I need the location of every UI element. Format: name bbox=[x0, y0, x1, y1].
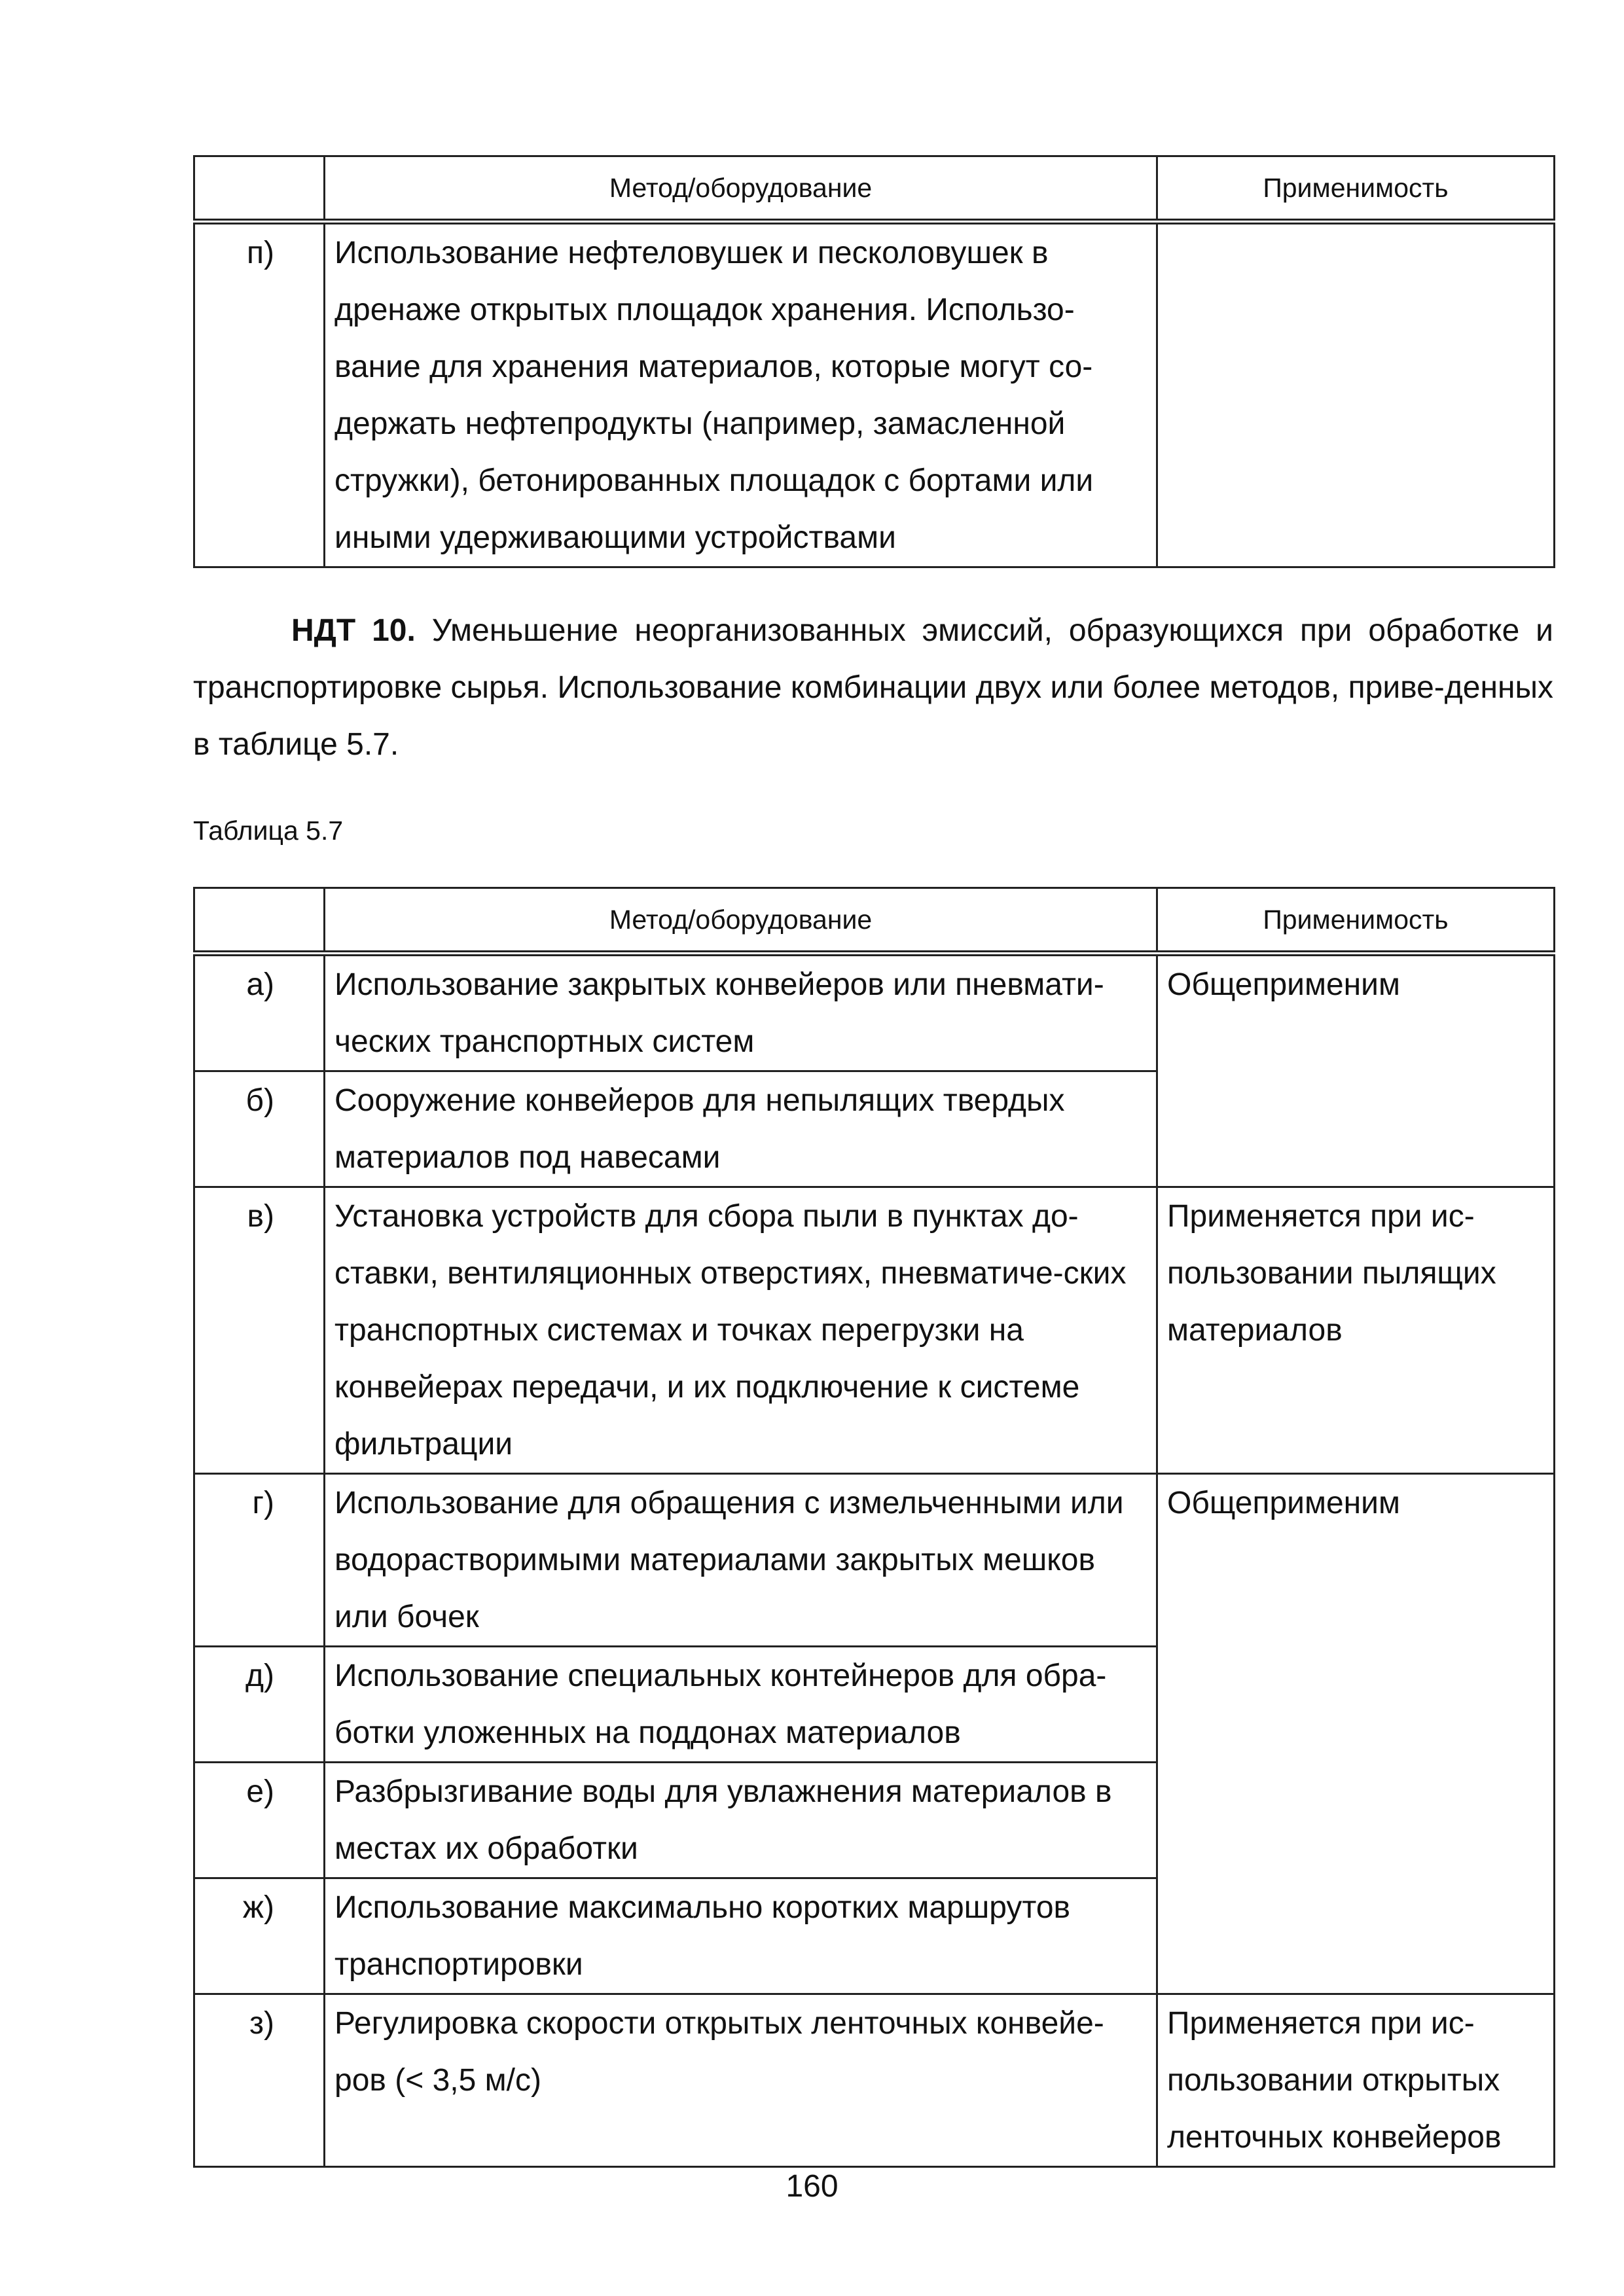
ndt-lead: НДТ 10. bbox=[291, 613, 416, 648]
row-letter: г) bbox=[194, 1474, 325, 1647]
row-method: Разбрызгивание воды для увлажнения материалов в местах их обработки bbox=[325, 1763, 1157, 1878]
row-applicability: Применяется при ис-пользовании пылящих материалов bbox=[1157, 1187, 1555, 1474]
row-applicability: Применяется при ис-пользовании открытых ленточных конвейеров bbox=[1157, 1994, 1555, 2167]
header-method: Метод/оборудование bbox=[325, 888, 1157, 954]
table-header-row bbox=[194, 156, 1555, 222]
page-number: 160 bbox=[785, 2169, 839, 2204]
row-method: Использование специальных контейнеров для обра-ботки уложенных на поддонах материалов bbox=[325, 1647, 1157, 1763]
row-method: Использование нефтеловушек и песколовушек в дренаже открытых площадок хранения. Использо-вание для хранения материалов, которые могут со-держать нефтепродукты (например, замасленной стружки), бетонированных площадок с бортами или иными удерживающими устройствами bbox=[325, 222, 1157, 567]
row-method: Сооружение конвейеров для непылящих твердых материалов под навесами bbox=[325, 1071, 1157, 1187]
row-letter: в) bbox=[194, 1187, 325, 1474]
header-applicability: Применимость bbox=[1157, 888, 1555, 954]
table-5-7 bbox=[193, 887, 1555, 2168]
row-method: Регулировка скорости открытых ленточных конвейе-ров (< 3,5 м/с) bbox=[325, 1994, 1157, 2167]
header-index bbox=[194, 888, 325, 954]
row-method: Использование для обращения с измельченными или водорастворимыми материалами закрытых мешков или бочек bbox=[325, 1474, 1157, 1647]
row-method: Установка устройств для сбора пыли в пунктах до-ставки, вентиляционных отверстиях, пневматиче-ских транспортных системах и точках перегрузки на конвейерах передачи, и их подключение к системе фильтрации bbox=[325, 1187, 1157, 1474]
row-applicability bbox=[1157, 222, 1555, 567]
table-row bbox=[194, 1474, 1555, 1647]
row-letter: д) bbox=[194, 1647, 325, 1763]
header-method: Метод/оборудование bbox=[325, 156, 1157, 222]
row-applicability: Общеприменим bbox=[1157, 954, 1555, 1187]
row-letter: а) bbox=[194, 954, 325, 1071]
table-continuation bbox=[193, 155, 1555, 568]
ndt-paragraph bbox=[193, 602, 1553, 773]
table-row bbox=[194, 222, 1555, 567]
table-caption: Таблица 5.7 bbox=[193, 816, 344, 846]
row-method: Использование закрытых конвейеров или пневмати-ческих транспортных систем bbox=[325, 954, 1157, 1071]
ndt-text: Уменьшение неорганизованных эмиссий, образующихся при обработке и транспортировке сырья. Использование комбинации двух или более методов, приве-денных в таблице 5.7. bbox=[193, 613, 1553, 762]
table-row bbox=[194, 1187, 1555, 1474]
row-letter: ж) bbox=[194, 1878, 325, 1994]
row-letter: з) bbox=[194, 1994, 325, 2167]
row-letter: п) bbox=[194, 222, 325, 567]
header-index bbox=[194, 156, 325, 222]
row-letter: е) bbox=[194, 1763, 325, 1878]
document-page bbox=[193, 155, 1553, 2168]
row-applicability: Общеприменим bbox=[1157, 1474, 1555, 1994]
table-header-row bbox=[194, 888, 1555, 954]
row-method: Использование максимально коротких маршрутов транспортировки bbox=[325, 1878, 1157, 1994]
table-row bbox=[194, 954, 1555, 1071]
row-letter: б) bbox=[194, 1071, 325, 1187]
header-applicability: Применимость bbox=[1157, 156, 1555, 222]
table-row bbox=[194, 1994, 1555, 2167]
